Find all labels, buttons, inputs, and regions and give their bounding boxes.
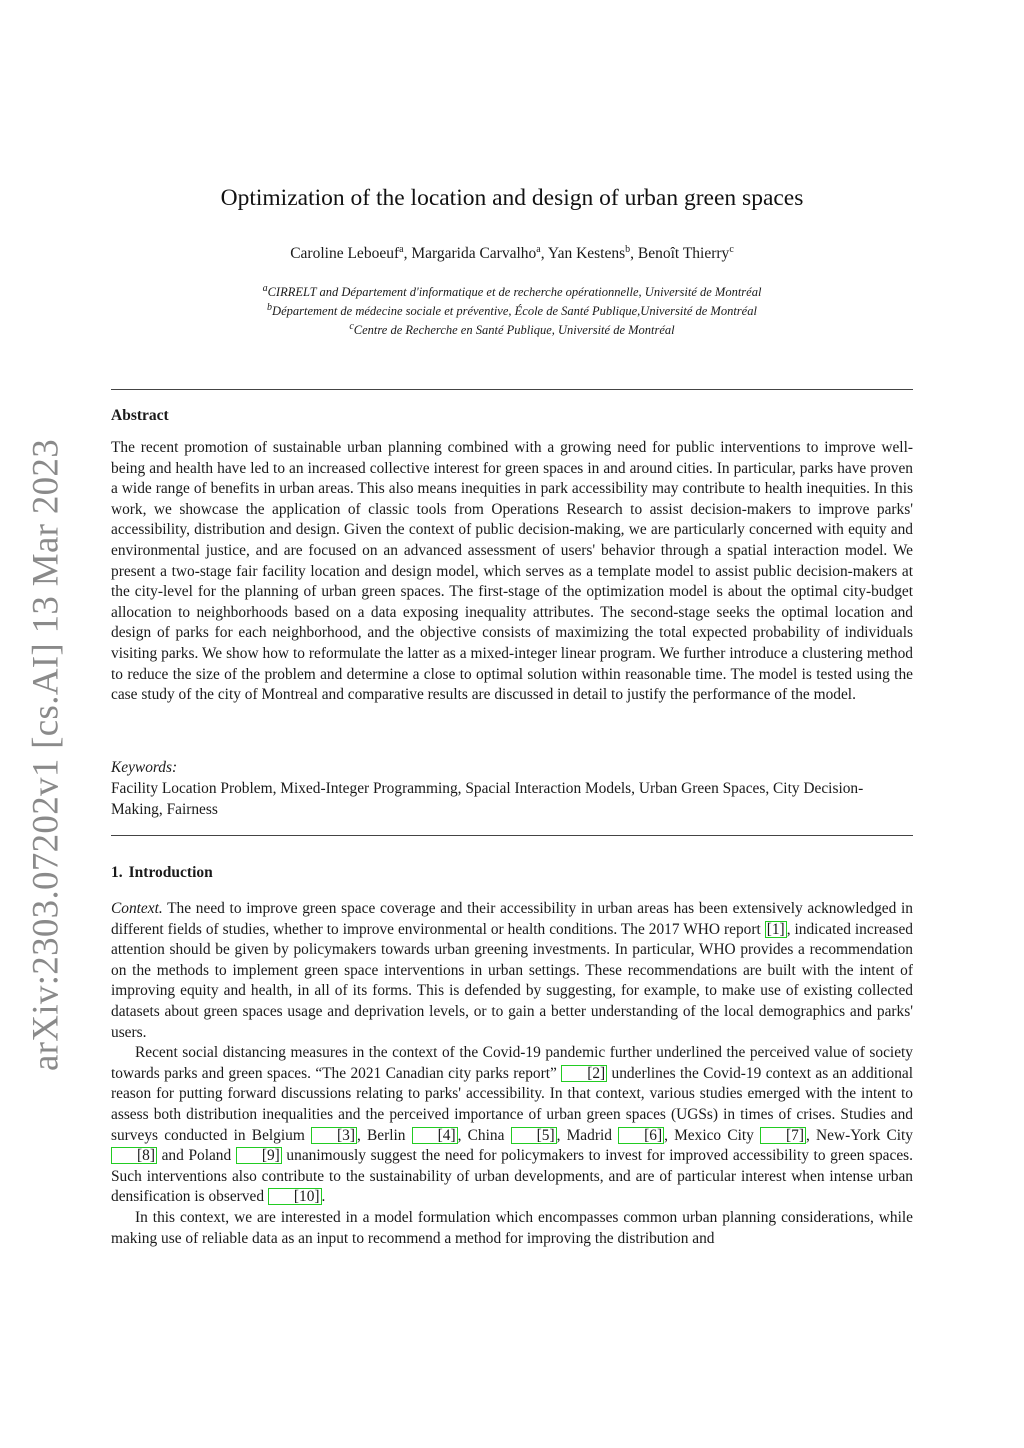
citation-link[interactable]: [5] — [511, 1127, 557, 1144]
paragraph-text: The need to improve green space coverage and their accessibility in urban areas has been extensively acknowledged in different fields of studies, whether to improve environmental or health conditions. The 2017 WHO report — [111, 900, 913, 938]
affiliation-text: Centre de Recherche en Santé Publique, Université de Montréal — [353, 323, 675, 338]
paragraph-text: , Mexico City — [664, 1126, 761, 1144]
bottom-divider — [111, 835, 913, 836]
citation-link[interactable]: [4] — [412, 1127, 458, 1144]
affiliation — [0, 300, 1024, 319]
top-divider — [111, 389, 913, 390]
affiliation — [0, 319, 1024, 338]
author-name: Caroline Leboeuf — [290, 245, 400, 263]
paragraph — [111, 1208, 913, 1249]
paragraph-text: underlines the Covid-19 context as an additional reason for putting forward discussions relating to parks' accessibility. In that context, various studies emerged with the intent to assess both distribution inequalities and the perceived importance of urban green spaces (UGSs) in times of crises. Studies and surveys conducted in Belgium — [111, 1064, 913, 1144]
paragraph-text: and Poland — [156, 1147, 236, 1165]
abstract-text: The recent promotion of sustainable urban planning combined with a growing need for public interventions to improve well-being and health have led to an increased collective interest for green spaces in and around cities. In particular, parks have proven a wide range of benefits in urban areas. This also means inequities in park accessibility may contribute to health inequities. In this work, we showcase the application of classic tools from Operations Research to assist decision-makers to improve parks' accessibility, distribution and design. Given the context of public decision-making, we are particularly concerned with equity and environmental justice, and are focused on an advanced assessment of users' behavior through a spatial interaction model. We present a two-stage fair facility location and design model, which serves as a template model to assist public decision-makers at the city-level for the planning of urban green spaces. The first-stage of the optimization model is about the optimal city-budget allocation to neighborhoods based on a data exposing inequality attributes. The second-stage seeks the optimal location and design of parks for each neighborhood, and the objective consists of maximizing the total expected probability of individuals visiting parks. We show how to reformulate the latter as a mixed-integer linear program. We further introduce a clustering method to reduce the size of the problem and determine a close to optimal solution within reasonable time. The model is tested using the case study of the city of Montreal and comparative results are discussed in detail to justify the performance of the model. — [111, 439, 913, 704]
paragraph-text: , indicated increased attention should be given by policymakers towards urban greening investments. In particular, WHO provides a recommendation on the methods to implement green space interventions in urban settings. These recommendations are built with the intent of improving equity and health, in all of its forms. This is defended by suggesting, for example, to make use of existing collected datasets about green spaces usage and deprivation levels, or to gain a better understanding of the local demographics and parks' users. — [111, 920, 913, 1041]
paragraph — [111, 1043, 913, 1208]
section-title: Introduction — [128, 864, 213, 881]
author-name: Benoît Thierry — [637, 245, 730, 263]
keywords-text: Facility Location Problem, Mixed-Integer Programming, Spacial Interaction Models, Urban Green Spaces, City Decision-Making, Fairness — [111, 780, 864, 818]
citation-link[interactable]: [7] — [760, 1127, 806, 1144]
abstract-heading: Abstract — [111, 407, 169, 424]
paragraph-text: , Berlin — [356, 1126, 412, 1144]
paragraph-lead: Context. — [111, 900, 163, 917]
citation-link[interactable]: [1] — [766, 920, 785, 938]
author-name: Margarida Carvalho — [411, 245, 537, 263]
keywords-label: Keywords: — [111, 759, 178, 776]
affiliation-text: Département de médecine sociale et préventive, École de Santé Publique,Université de Montréal — [272, 304, 757, 319]
author-name: Yan Kestens — [547, 245, 626, 263]
affiliation-list — [0, 281, 1024, 338]
author-list: Caroline Leboeuf$^a$, Margarida Carvalho$^a$, Yan Kestens$^b$, Benoît Thierry$^c$ — [290, 244, 734, 263]
affiliation-text: CIRRELT and Département d'informatique et de recherche opérationnelle, Université de Montréal — [267, 285, 762, 300]
affiliation-mark: a — [262, 283, 268, 294]
affiliation-mark: c — [349, 321, 354, 333]
paragraph-text: , New-York City — [805, 1126, 914, 1144]
author-affil-mark: c — [729, 244, 734, 255]
paragraph-text: Recent social distancing measures in the context of the Covid-19 pandemic further underlined the perceived value of society towards parks and green spaces. “The 2021 Canadian city parks report” — [111, 1044, 913, 1082]
paragraph-text: unanimously suggest the need for policymakers to invest for improved accessibility to green spaces. Such interventions also contribute to the sustainability of urban developments, and are of particular interest when intense urban densification is observed — [111, 1147, 913, 1206]
citation-link[interactable]: [10] — [268, 1188, 322, 1205]
arxiv-stamp: arXiv:2303.07202v1 [cs.AI] 13 Mar 2023 — [25, 438, 67, 1072]
author-affil-mark: b — [625, 244, 631, 255]
author-affil-mark: a — [399, 244, 404, 255]
introduction-body — [111, 899, 913, 1249]
citation-link[interactable]: [9] — [236, 1147, 282, 1164]
paper-title: Optimization of the location and design of urban green spaces — [220, 185, 804, 211]
author-affil-mark: a — [536, 244, 541, 255]
affiliation-mark: b — [267, 302, 273, 314]
paragraph — [111, 899, 913, 1043]
paragraph-text: , China — [457, 1126, 511, 1144]
paragraph-text: , Madrid — [556, 1126, 619, 1144]
section-number: 1. — [111, 864, 123, 881]
paragraph-text: . — [321, 1188, 326, 1206]
section-heading — [111, 864, 213, 882]
paragraph-text: In this context, we are interested in a model formulation which encompasses common urban planning considerations, while making use of reliable data as an input to recommend a method for improving the distribution and — [111, 1208, 913, 1247]
citation-link[interactable]: [8] — [111, 1147, 157, 1164]
affiliation — [0, 281, 1024, 300]
citation-link[interactable]: [2] — [561, 1065, 607, 1082]
citation-link[interactable]: [3] — [311, 1127, 357, 1144]
citation-link[interactable]: [6] — [618, 1127, 664, 1144]
